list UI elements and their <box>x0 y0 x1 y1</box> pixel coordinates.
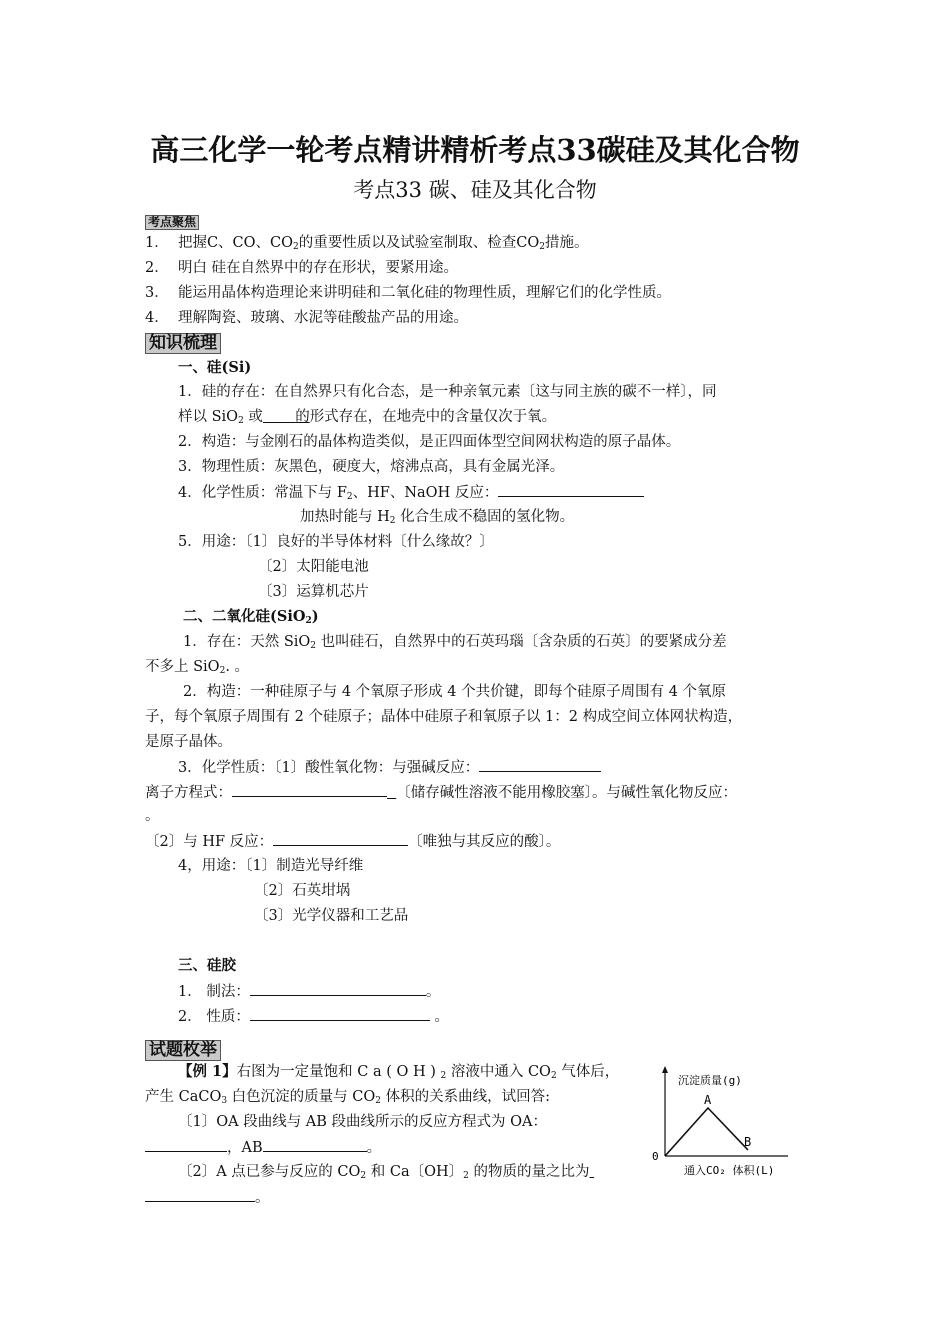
ab-answer-blank[interactable] <box>263 1137 367 1152</box>
si-p5-2: 〔2〕太阳能电池 <box>258 559 369 575</box>
y-axis-arrow <box>662 1066 668 1073</box>
sio2-p4: 4，用途：〔1〕制造光导纤维 <box>178 858 364 874</box>
example1-q2: 〔2〕A 点已参与反应的 $CO_2$ 和 Ca〔OH〕$_2$ 的物质的量之比为 <box>178 1164 590 1181</box>
si-p3: 3．物理性质：灰黑色，硬度大，熔沸点高，具有金属光泽。 <box>178 459 565 475</box>
sio2-p2-line1: 2．构造：一种硅原子与 4 个氧原子形成 4 个共价键，即每个硅原子周围有 4 个氧原 <box>183 684 727 700</box>
focus-item-3: 3． 能运用晶体构造理论来讲明硅和二氧化硅的物理性质，理解它们的化学性质。 <box>145 285 671 301</box>
sio2-p1-line1: 1．存在：天然 SiO$_2$ 也叫硅石，自然界中的石英玛瑙〔含杂质的石英〕的要紧成分差 <box>183 634 727 651</box>
focus-item-1: 1． 把握C、CO、$CO_2$的重要性质以及试验室制取、检查$CO_2$措施。 <box>145 235 589 252</box>
examples-badge: 试题枚举 <box>145 1040 221 1061</box>
page-title: 高三化学一轮考点精讲精析考点33碳硅及其化合物 <box>150 133 800 167</box>
example1-q1: 〔1〕OA 段曲线与 AB 段曲线所示的反应方程式为 OA： <box>178 1114 548 1130</box>
origin-label: 0 <box>652 1150 659 1163</box>
gel-p1: 1． 制法： 。 <box>178 981 440 1002</box>
knowledge-badge: 知识梳理 <box>145 333 221 354</box>
sio2-heading: 二、二氧化硅(SiO$_2$) <box>183 608 319 626</box>
gel-heading: 三、硅胶 <box>178 957 236 974</box>
si-p5: 5．用途：〔1〕良好的半导体材料〔什么缘故？〕 <box>178 534 494 550</box>
focus-badge: 考点聚焦 <box>145 215 199 230</box>
sio2-p1-line2: 不多上 SiO$_2$. 。 <box>145 659 250 676</box>
ratio-answer-blank[interactable] <box>145 1187 255 1202</box>
focus-item-2: 2． 明白 硅在自然界中的存在形状，要紧用途。 <box>145 260 459 276</box>
si-p5-3: 〔3〕运算机芯片 <box>258 584 369 600</box>
ion-equation-blank[interactable] <box>232 782 387 797</box>
hf-reaction-blank[interactable] <box>273 831 408 846</box>
example1-line2: 产生 CaCO$_3$ 白色沉淀的质量与 $CO_2$ 体积的关系曲线，试回答: <box>145 1089 551 1106</box>
sio2-p2-line3: 是原子晶体。 <box>145 734 232 750</box>
sio2-p3: 3．化学性质：〔1〕酸性氧化物：与强碱反应： <box>178 757 601 778</box>
example1-q1-answer: ，AB 。 <box>145 1137 381 1158</box>
page-subtitle: 考点33 碳、硅及其化合物 <box>353 178 597 202</box>
sio2-base-reaction-blank[interactable] <box>479 757 601 772</box>
point-a-label: A <box>704 1093 712 1107</box>
gel-p2: 2． 性质： 。 <box>178 1006 449 1027</box>
gel-property-blank[interactable] <box>250 1006 430 1021</box>
focus-item-4: 4． 理解陶瓷、玻璃、水泥等硅酸盐产品的用途。 <box>145 310 468 326</box>
si-p2: 2．构造：与金刚石的晶体构造类似，是正四面体型空间网状构造的原子晶体。 <box>178 434 681 450</box>
precipitate-curve-figure <box>648 1062 798 1182</box>
sio2-hf: 〔2〕与 HF 反应： 〔唯独与其反应的酸〕。 <box>145 831 560 852</box>
sio2-p2-line2: 子，每个氧原子周围有 2 个硅原子；晶体中硅原子和氧原子以 1：2 构成空间立体网状构造， <box>145 709 743 725</box>
oa-answer-blank[interactable] <box>145 1137 227 1152</box>
si-p1-line1: 1．硅的存在：在自然界只有化合态，是一种亲氧元素〔这与同主族的碳不一样〕，同 <box>178 384 717 400</box>
gel-preparation-blank[interactable] <box>250 981 426 996</box>
precipitate-curve <box>665 1108 748 1156</box>
example1-q2-answer: 。 <box>145 1187 270 1208</box>
sio2-p4-3: 〔3〕光学仪器和工艺品 <box>254 908 409 924</box>
example1-line1: 【例 1】右图为一定量饱和 C a ( O H ) $_2$ 溶液中通入 $CO_2$ 气体后， <box>178 1063 620 1081</box>
si-p1-line2: 样以 SiO$_2$ 或 的形式存在，在地壳中的含量仅次于氧。 <box>178 409 557 426</box>
y-axis-label: 沉淀质量(g) <box>678 1074 742 1087</box>
point-b-label: B <box>744 1135 752 1149</box>
sio2-ion-equation: 离子方程式： 〔储存碱性溶液不能用橡胶塞〕。与碱性氧化物反应： <box>145 782 737 803</box>
sio2-p4-2: 〔2〕石英坩埚 <box>254 883 351 899</box>
x-axis-label: 通入CO₂ 体积(L) <box>684 1164 775 1177</box>
si-p4: 4．化学性质：常温下与 $F_2$、HF、NaOH 反应： <box>178 482 644 503</box>
sio2-dot: 。 <box>145 808 160 824</box>
si-heading: 一、硅(Si) <box>178 359 252 376</box>
si-p4-cont: 加热时能与 $H_2$ 化合生成不稳固的氢化物。 <box>300 509 575 526</box>
si-reaction-blank[interactable] <box>498 482 644 497</box>
